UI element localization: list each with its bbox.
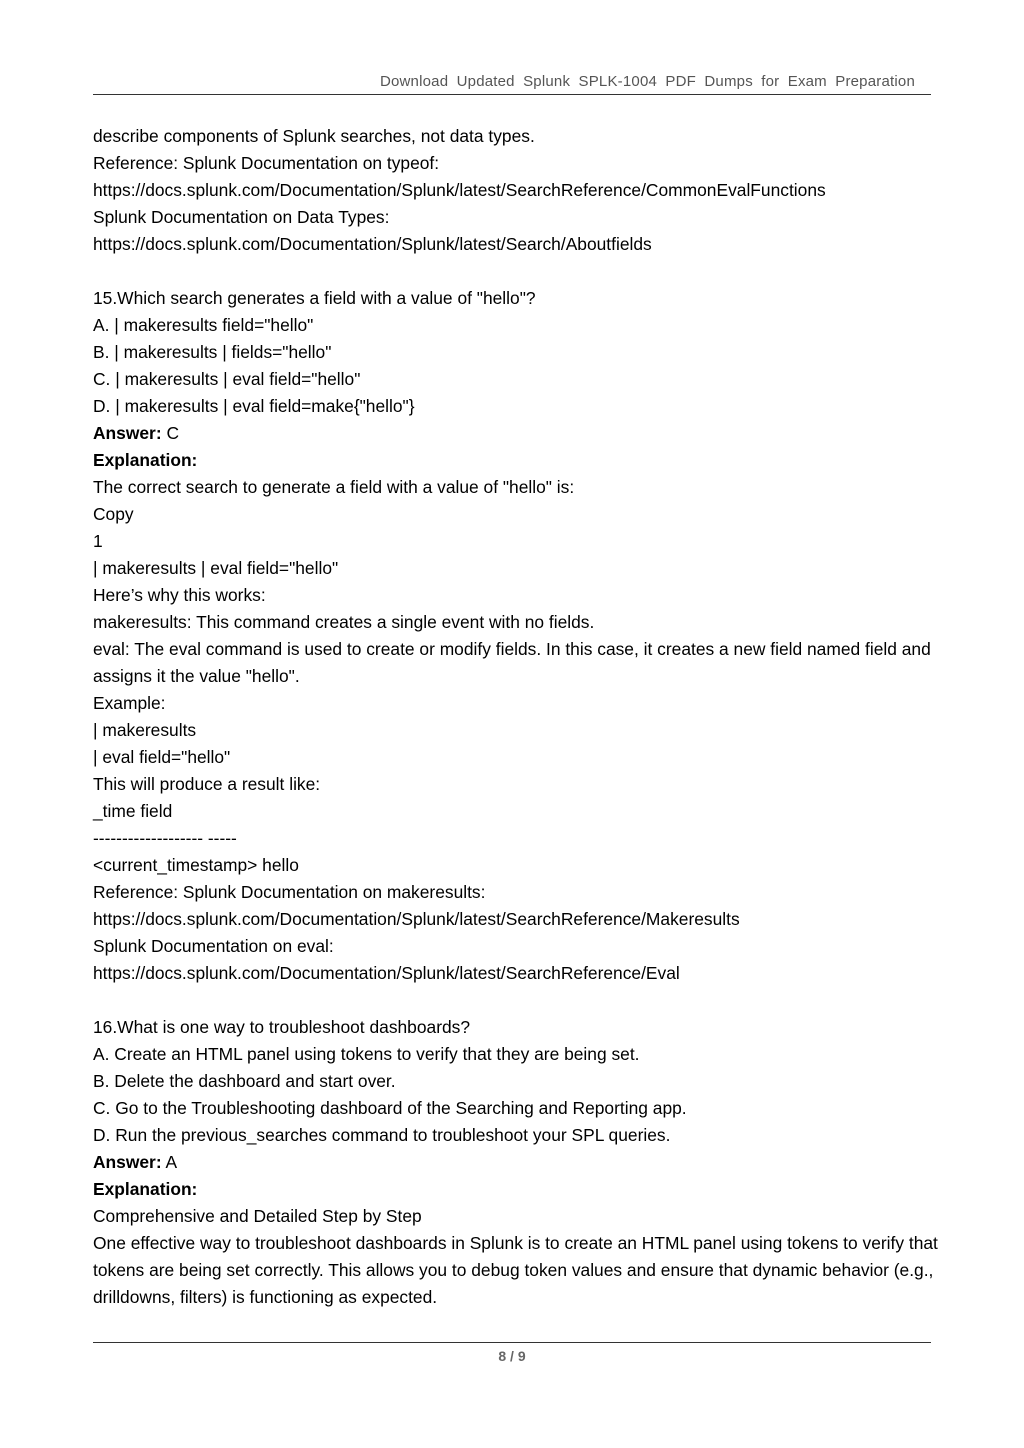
explanation-paragraph: One effective way to troubleshoot dashboards in Splunk is to create an HTML panel using tokens to verify that tokens are being set correctly. This allows you to debug token values and ensure that dynamic behavior (e.g., drilldowns, filters) is functioning as expected.	[93, 1233, 938, 1307]
reference-url: https://docs.splunk.com/Documentation/Splunk/latest/SearchReference/Eval	[93, 963, 680, 983]
answer-label: Answer:	[93, 1152, 162, 1172]
spacer	[93, 258, 938, 285]
explanation-line: Comprehensive and Detailed Step by Step	[93, 1206, 422, 1226]
code-line: | eval field="hello"	[93, 747, 231, 767]
explanation-line: This will produce a result like:	[93, 774, 321, 794]
option-d: D. Run the previous_searches command to troubleshoot your SPL queries.	[93, 1125, 671, 1145]
header-title: Download Updated Splunk SPLK-1004 PDF Dumps for Exam Preparation	[379, 73, 915, 90]
explanation-line: Here’s why this works:	[93, 585, 266, 605]
option-b: B. Delete the dashboard and start over.	[93, 1071, 396, 1091]
reference-label: Reference: Splunk Documentation on makeresults:	[93, 882, 486, 902]
answer-line	[93, 420, 938, 447]
question-15: 15.Which search generates a field with a value of "hello"?	[93, 288, 536, 308]
explanation-line: 1	[93, 531, 103, 551]
code-line: | makeresults	[93, 720, 197, 740]
spacer	[93, 987, 938, 1014]
page-footer	[93, 1342, 931, 1364]
option-a: A. | makeresults field="hello"	[93, 315, 314, 335]
explanation-line: eval: The eval command is used to create or modify fields. In this case, it creates a new field named field and assigns it the value "hello".	[93, 639, 931, 686]
reference-label: Splunk Documentation on Data Types:	[93, 207, 390, 227]
explanation-line: Example:	[93, 693, 166, 713]
answer-label: Answer:	[93, 423, 162, 443]
explanation-line: The correct search to generate a field with a value of "hello" is:	[93, 477, 575, 497]
option-a: A. Create an HTML panel using tokens to verify that they are being set.	[93, 1044, 640, 1064]
page-number: 8 / 9	[498, 1348, 526, 1364]
explanation-line: makeresults: This command creates a single event with no fields.	[93, 612, 595, 632]
question-16: 16.What is one way to troubleshoot dashboards?	[93, 1017, 471, 1037]
intro-line: describe components of Splunk searches, not data types.	[93, 126, 535, 146]
reference-label: Splunk Documentation on eval:	[93, 936, 334, 956]
option-b: B. | makeresults | fields="hello"	[93, 342, 332, 362]
result-header: _time field	[93, 801, 173, 821]
code-line: | makeresults | eval field="hello"	[93, 558, 339, 578]
page-header	[93, 72, 931, 95]
result-divider: ------------------- -----	[93, 828, 237, 848]
reference-url: https://docs.splunk.com/Documentation/Splunk/latest/Search/Aboutfields	[93, 234, 652, 254]
option-c: C. Go to the Troubleshooting dashboard of the Searching and Reporting app.	[93, 1098, 687, 1118]
answer-value: C	[161, 423, 180, 443]
document-body	[93, 123, 938, 1311]
explanation-label: Explanation:	[93, 450, 198, 470]
option-c: C. | makeresults | eval field="hello"	[93, 369, 361, 389]
explanation-label: Explanation:	[93, 1179, 198, 1199]
answer-value: A	[161, 1152, 178, 1172]
explanation-line: Copy	[93, 504, 134, 524]
reference-url: https://docs.splunk.com/Documentation/Splunk/latest/SearchReference/Makeresults	[93, 909, 740, 929]
reference-url: https://docs.splunk.com/Documentation/Splunk/latest/SearchReference/CommonEvalFunctions	[93, 180, 826, 200]
result-row: <current_timestamp> hello	[93, 855, 299, 875]
answer-line	[93, 1149, 938, 1176]
reference-label: Reference: Splunk Documentation on typeof:	[93, 153, 440, 173]
option-d: D. | makeresults | eval field=make{"hello"}	[93, 396, 415, 416]
